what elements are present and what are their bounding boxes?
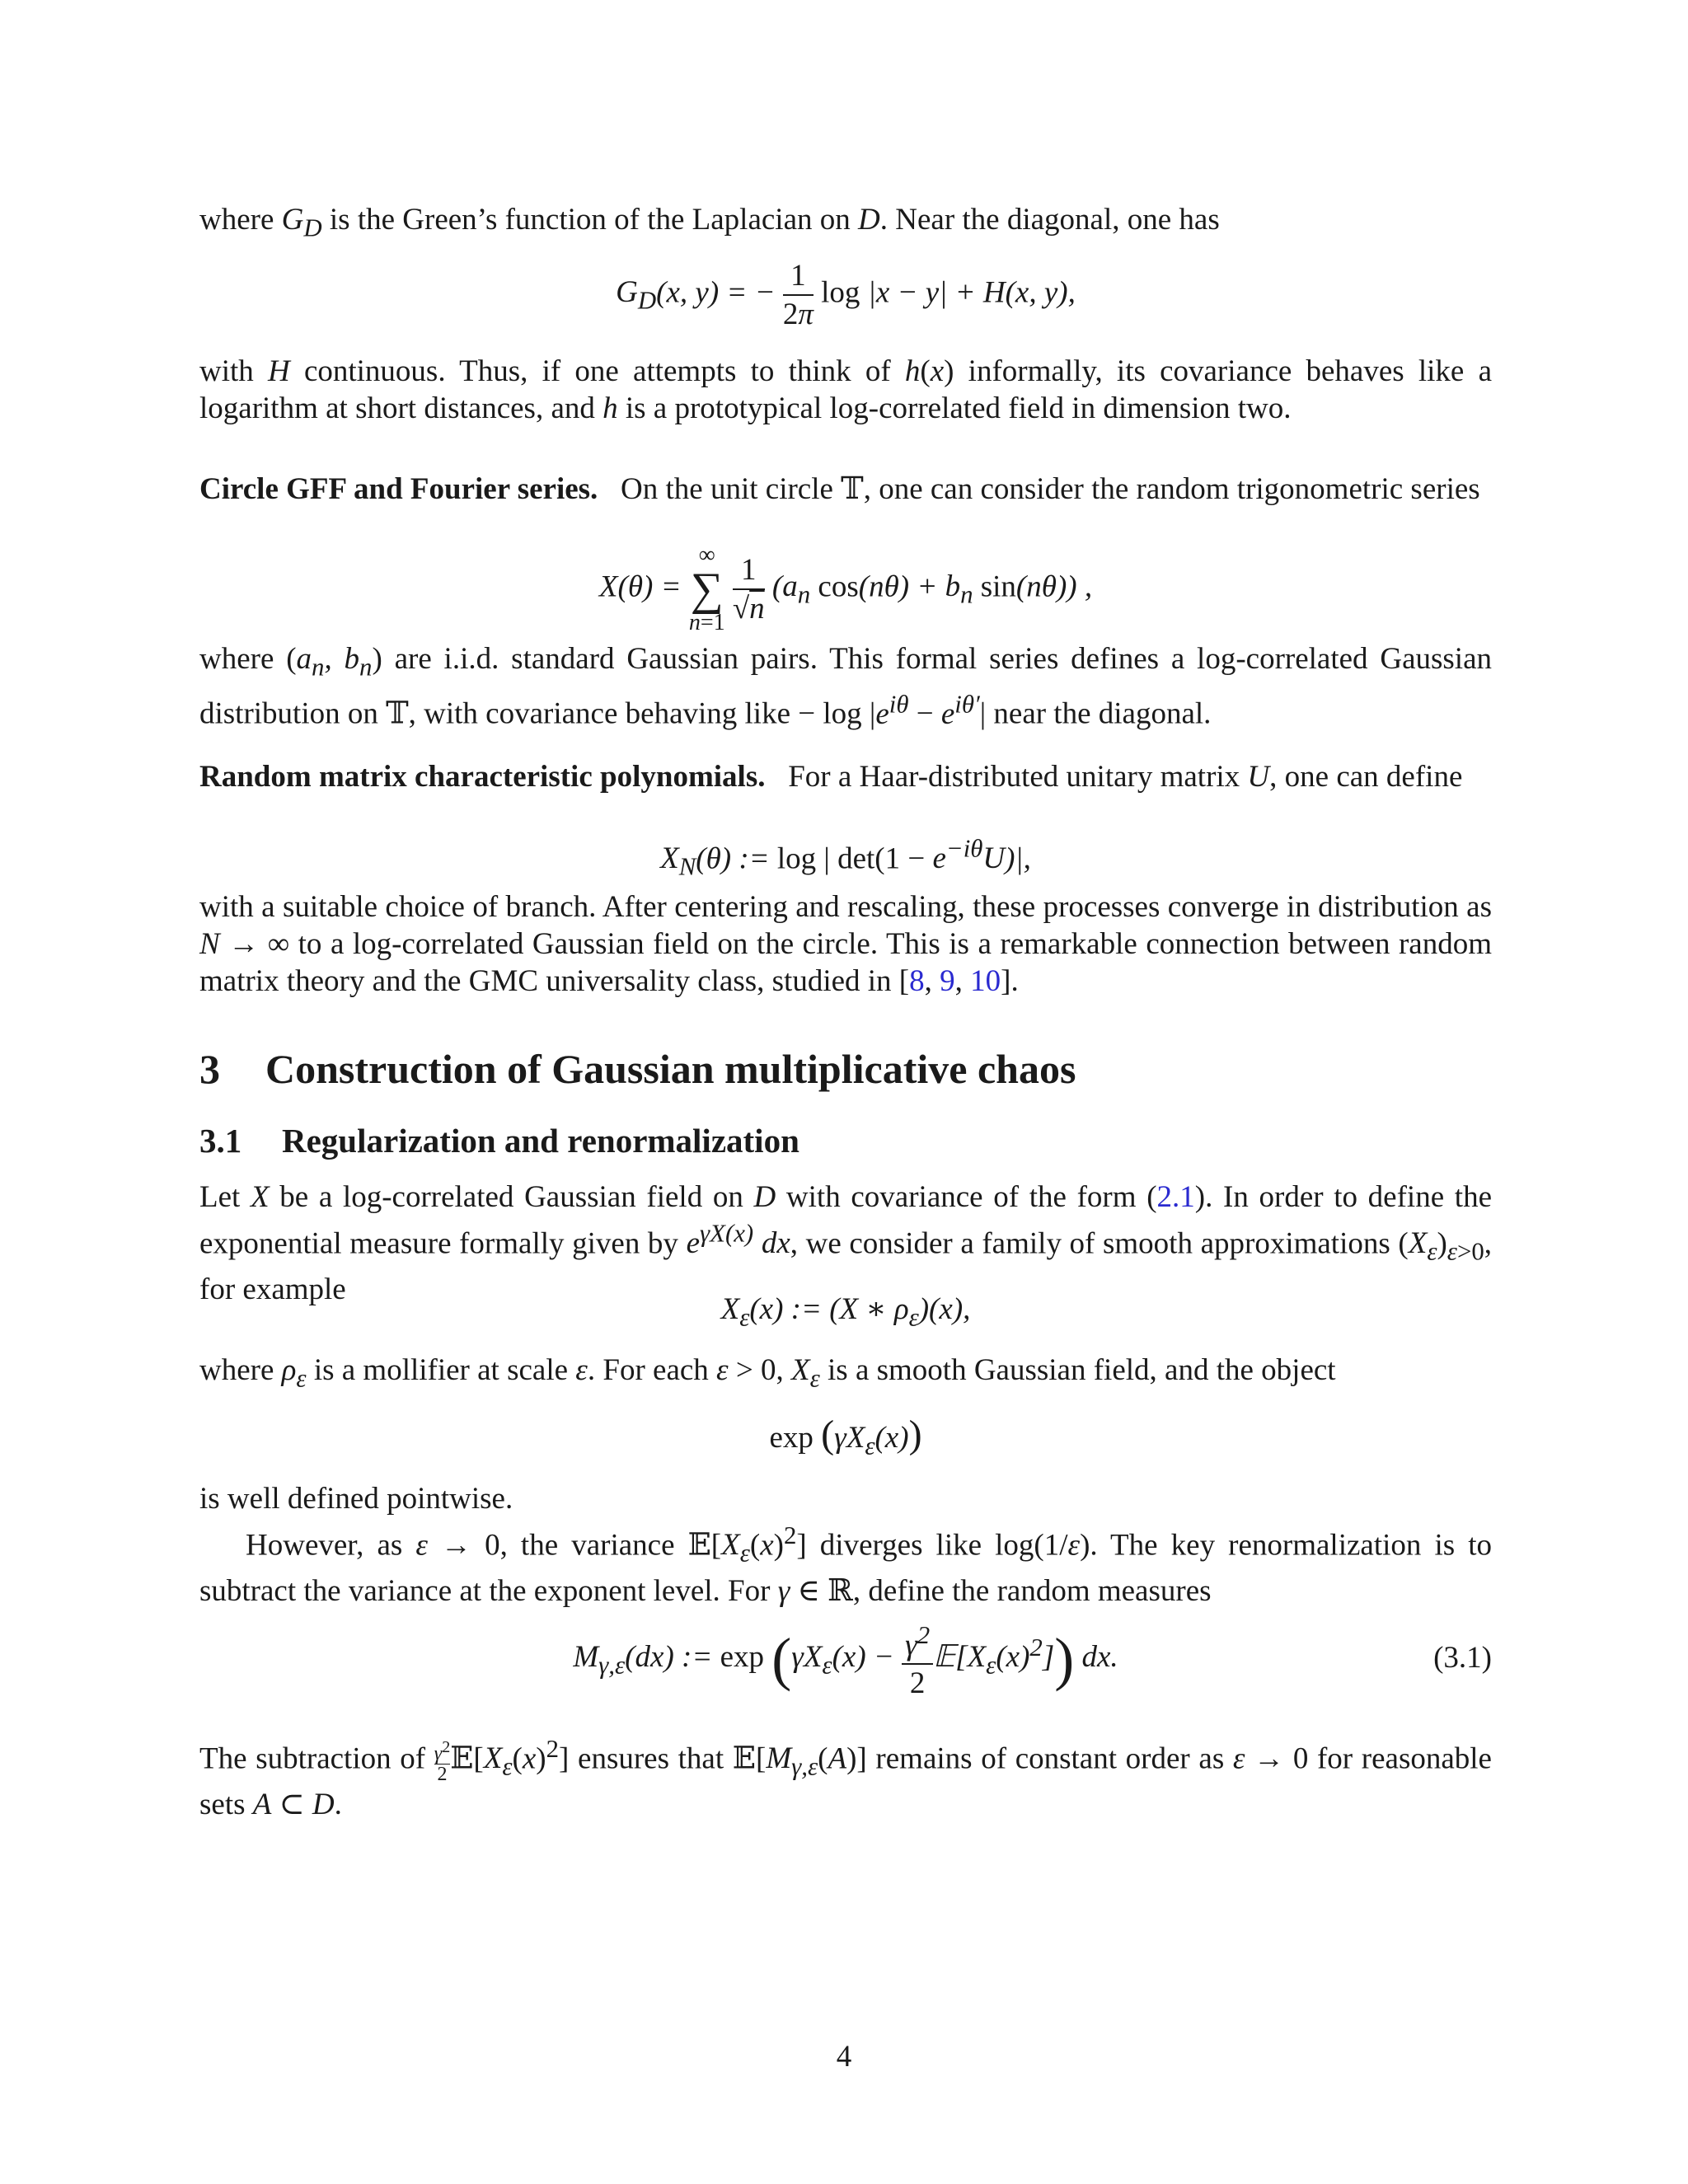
char-poly-equation: $X_N(\theta)$ := log | $\det(1 - e^{-i\theta}U)|$, [660, 835, 1031, 881]
body-paragraph-2: where $\rho_\varepsilon$ is a mollifier at scale ε. For each ε > 0, $X_\varepsilon$ is a smooth Gaussian field, and the object [199, 1353, 1336, 1393]
intro-paragraph-2: with H continuous. Thus, if one attempts to think of h(x) informally, its covariance behaves like a logarithm at short distances, and h is a prototypical log-correlated field in dimension two. [199, 354, 1492, 425]
section-heading [199, 1045, 1492, 1093]
citation-link[interactable]: 8 [909, 964, 925, 998]
rmt-heading: Random matrix characteristic polynomials. [199, 760, 766, 794]
rmt-paragraph: Random matrix characteristic polynomials. For a Haar-distributed unitary matrix U, one can define [199, 760, 1463, 794]
subsection-number: 3.1 [199, 1122, 242, 1160]
citation-link[interactable]: 10 [970, 964, 1001, 998]
body-paragraph-3 [199, 1480, 1492, 1517]
exp-equation: $\exp (\gamma X_\varepsilon(x))$ [769, 1413, 922, 1460]
body-paragraph-5: The subtraction of $\frac{\gamma^2}{2}$ $𝔼[X_\varepsilon(x)^2]$ ensures that $𝔼[M_{\gamma,\varepsilon}(A)]$ remains of constant order as ε → 0 for reasonable sets A ⊂ D. [199, 1735, 1492, 1821]
body-paragraph-1: Let X be a log-correlated Gaussian field on D with covariance of the form (2.1). In order to define the exponential measure formally given by $e^{\gamma X(x)}$ dx, we consider a family of smooth approximations $(X_\varepsilon)_{\varepsilon>0}$, for example [199, 1180, 1493, 1306]
fourier-series-equation: X(θ) = ∞ ∑ n=1 $\frac{1}{√n}$ ($a_n$ $\cos(n\theta) + b_n$ sin(nθ)) , [598, 542, 1093, 635]
page-number: 4 [836, 2040, 852, 2074]
subsection-title: Regularization and renormalization [282, 1122, 799, 1160]
circle-gff-paragraph: Circle GFF and Fourier series. On the unit circle 𝕋, one can consider the random trigonometric series [199, 472, 1480, 506]
body-p3-text: is well defined pointwise. [199, 1482, 513, 1516]
measure-equation: $M_{\gamma,\varepsilon}(dx)$ := $\exp (\gamma X_\varepsilon(x)$ − $\frac{\gamma^2}{2}$ $𝔼[X_\varepsilon(x)^2]$) dx. [199, 1617, 1492, 1702]
section-title: Construction of Gaussian multiplicative chaos [265, 1046, 1076, 1092]
intro-paragraph-1: where $G_D$ is the Green’s function of the Laplacian on D. Near the diagonal, one has [199, 203, 1220, 242]
equation-link[interactable]: 2.1 [1156, 1180, 1195, 1214]
equation-number: (3.1) [1433, 1641, 1492, 1675]
circle-gff-heading: Circle GFF and Fourier series. [199, 472, 598, 506]
circle-gff-after: where ($a_n$, $b_n$) are i.i.d. standard Gaussian pairs. This formal series defines a log-correlated Gaussian distribution on 𝕋, with covariance behaving like − $\log |e^{i\theta} - e^{i\theta'}|$ near the diagonal. [199, 642, 1492, 731]
body-paragraph-4: However, as ε → 0, the variance $𝔼[X_\varepsilon(x)^2]$ diverges like log(1/ε). The key renormalization is to subtract the variance at the exponent level. For γ ∈ ℝ, define the random measures [199, 1521, 1492, 1608]
green-function-equation: $G_D(x$, y) = − $\frac{1}{2\pi}$ log |x − y| + H(x, y), [616, 259, 1076, 331]
section-number: 3 [199, 1046, 220, 1092]
subsection-heading [199, 1121, 1492, 1160]
citation-link[interactable]: 9 [940, 964, 955, 998]
mollify-equation: $X_\varepsilon(x)$ := (X ∗ $\rho_\varepsilon)(x)$, [720, 1292, 971, 1332]
rmt-after: with a suitable choice of branch. After centering and rescaling, these processes converge in distribution as N → ∞ to a log-correlated Gaussian field on the circle. This is a remarkable connection between random matrix theory and the GMC universality class, studied in [8, 9, 10]. [199, 890, 1492, 998]
